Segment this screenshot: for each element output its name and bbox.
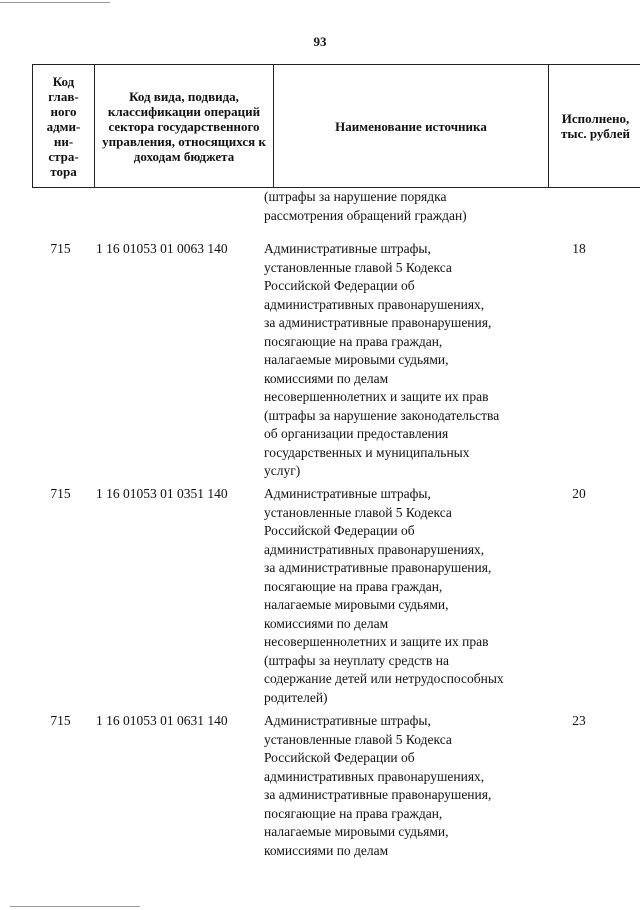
header-source-name: Наименование источника	[274, 65, 549, 188]
admin-code: 715	[50, 241, 71, 256]
source-name: Административные штрафы, установленные главой 5 Кодекса Российской Федерации об административных правонарушениях, за административные правонарушения, посягающие на права граждан, налагаемые мировыми судьями, комиссиями по делам	[264, 713, 492, 858]
executed-value: 23	[572, 713, 586, 728]
admin-code: 715	[50, 713, 71, 728]
scan-mark-top	[0, 2, 110, 3]
classification-code: 1 16 01053 01 0351 140	[96, 486, 228, 501]
header-executed: Исполнено, тыс. рублей	[549, 65, 640, 188]
source-name: Административные штрафы, установленные главой 5 Кодекса Российской Федерации об административных правонарушениях, за административные правонарушения, посягающие на права граждан, налагаемые мировыми судьями, комиссиями по делам несовершеннолетних и защите их прав (штрафы за нарушение законодательства об организации предоставления государственных и муниципальных услуг)	[264, 241, 500, 478]
executed-value: 18	[572, 241, 586, 256]
source-name: Административные штрафы, установленные главой 5 Кодекса Российской Федерации об административных правонарушениях, за административные правонарушения, посягающие на права граждан, налагаемые мировыми судьями, комиссиями по делам несовершеннолетних и защите их прав (штрафы за неуплату средств на содержание детей или нетрудоспособных родителей)	[264, 486, 504, 705]
classification-code: 1 16 01053 01 0631 140	[96, 713, 228, 728]
header-admin-code: Код глав-ного адми-ни-стра-тора	[33, 65, 95, 188]
continuation-text: (штрафы за нарушение порядка рассмотрения обращений граждан)	[264, 189, 467, 223]
header-classification-code: Код вида, подвида, классификации операций сектора государственного управления, относящихся к доходам бюджета	[95, 65, 274, 188]
scan-mark-bottom	[10, 906, 140, 907]
admin-code: 715	[50, 486, 71, 501]
executed-value: 20	[572, 486, 586, 501]
page-number: 93	[313, 34, 327, 49]
classification-code: 1 16 01053 01 0063 140	[96, 241, 228, 256]
table-header	[32, 64, 640, 188]
